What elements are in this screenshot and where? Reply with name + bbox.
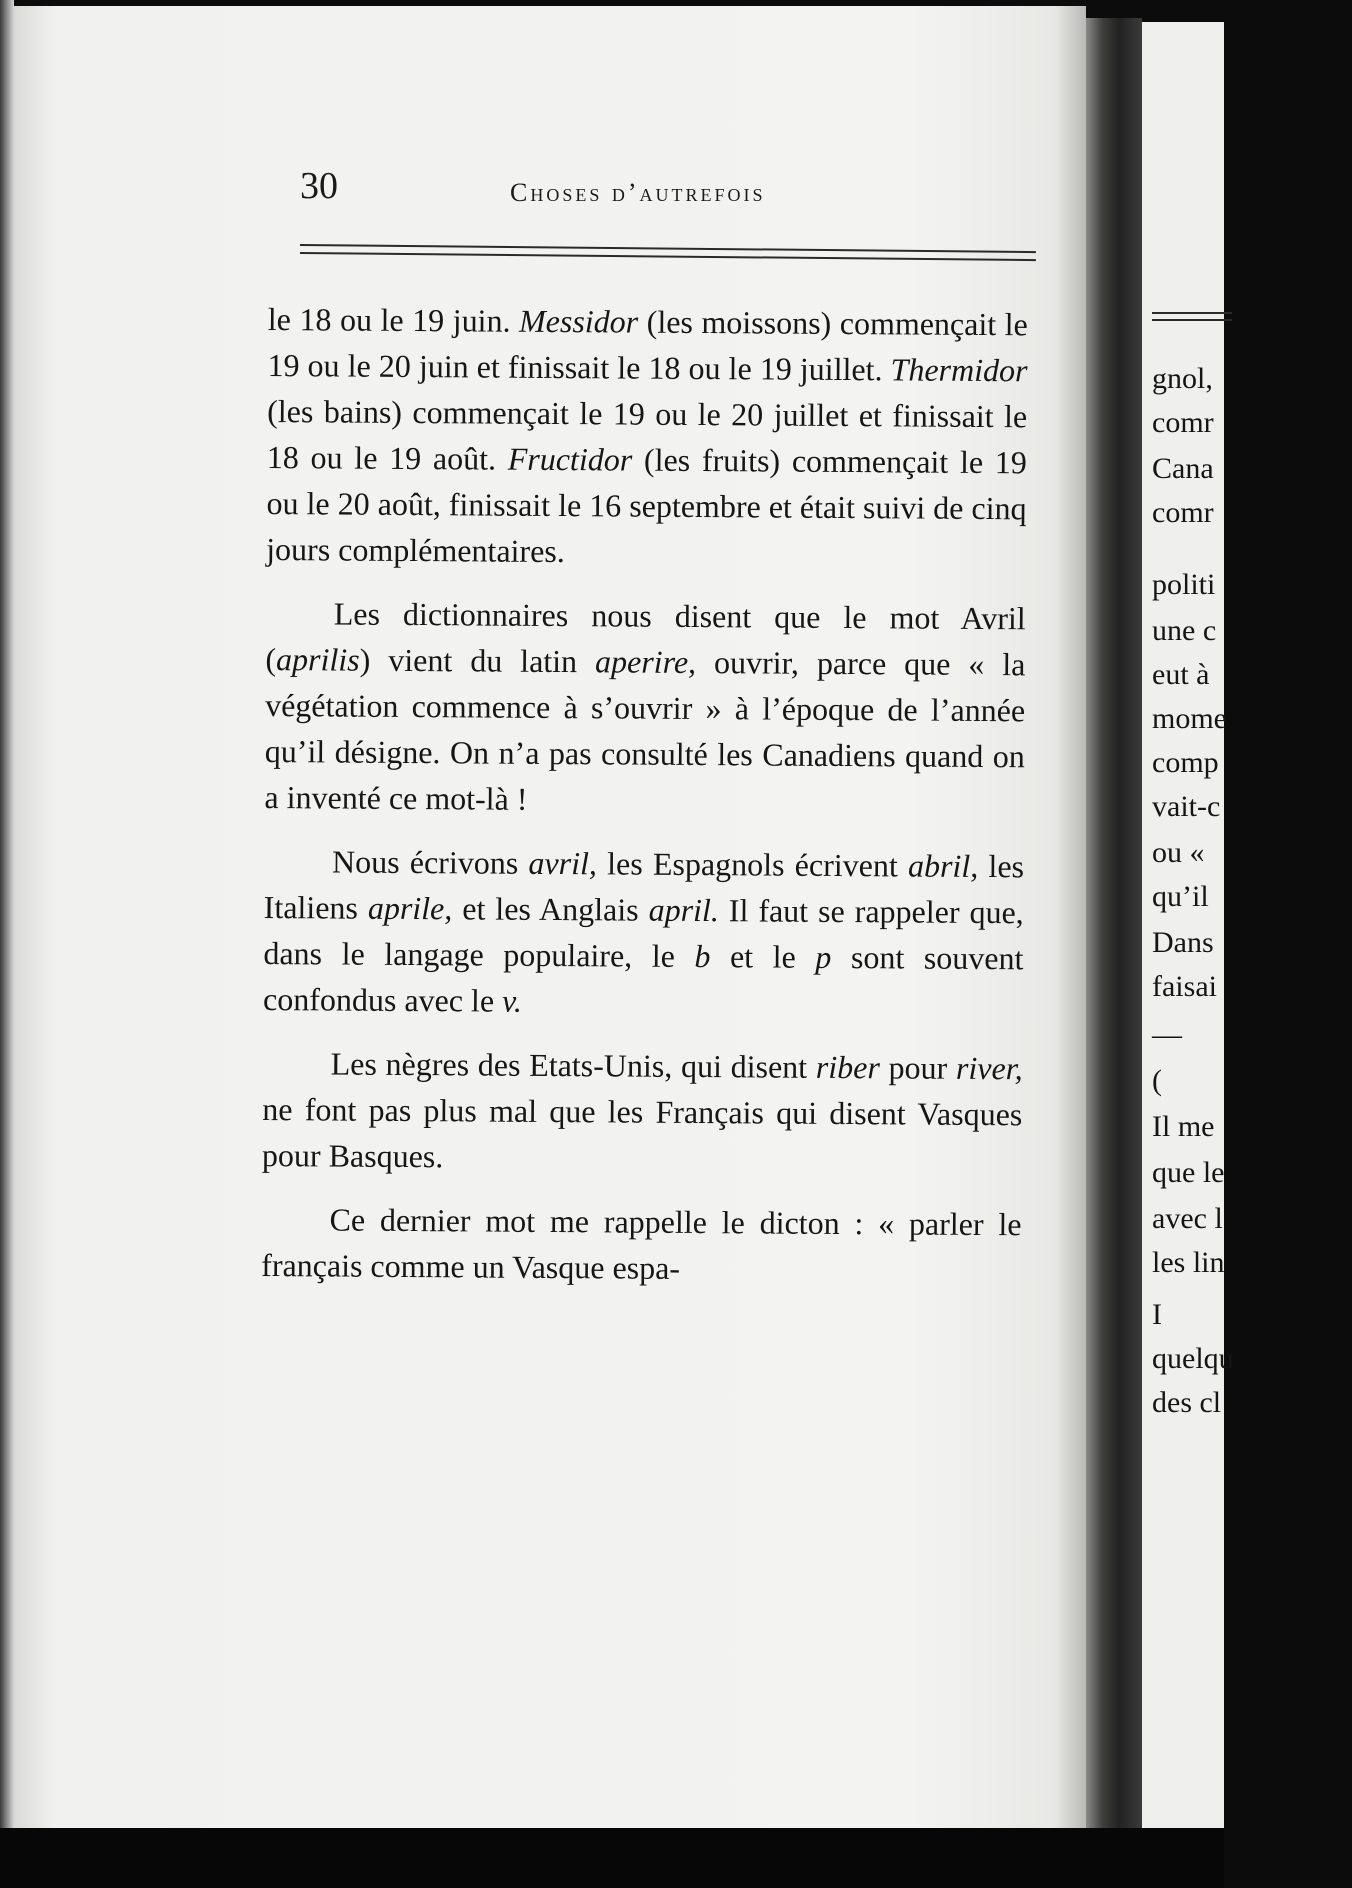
- right-line-fragment: politi: [1152, 568, 1216, 601]
- text-run: Les nègres des Etats-Unis, qui disent: [330, 1045, 816, 1085]
- text-run: Il faut se rappeler que, dans le langage populaire, le: [263, 892, 1024, 974]
- text-run: (les moissons) commençait le 19 ou le 20 juin et finissait le 18 ou le 19 juillet.: [267, 303, 1028, 388]
- right-line-fragment: (: [1152, 1064, 1162, 1097]
- right-line-fragment: comr: [1152, 406, 1214, 439]
- italic-term: april.: [648, 891, 720, 929]
- italic-term: riber: [815, 1048, 880, 1086]
- running-head: [300, 164, 1100, 224]
- italic-term: Fructidor: [507, 440, 633, 478]
- paragraph: [266, 296, 1028, 577]
- italic-term: aperire,: [594, 643, 697, 680]
- italic-term: v.: [501, 982, 523, 1019]
- right-line-fragment: comp: [1152, 746, 1219, 779]
- italic-term: Thermidor: [890, 351, 1028, 389]
- right-line-fragment: des cl: [1152, 1386, 1222, 1419]
- text-run: Nous écrivons: [331, 843, 529, 881]
- text-run: pour: [879, 1049, 957, 1086]
- right-line-fragment: quelqu: [1152, 1342, 1234, 1375]
- italic-term: abril,: [907, 847, 979, 884]
- text-run: Ce dernier mot me rappelle le dicton : « parler le français comme un Vasque espa-: [261, 1201, 1022, 1286]
- right-line-fragment: gnol,: [1152, 362, 1213, 395]
- running-title: Choses d’autrefois: [510, 178, 766, 207]
- paragraph: [261, 1196, 1022, 1293]
- book-gutter: [1086, 18, 1142, 1830]
- right-header-rule-bottom: [1152, 319, 1232, 321]
- italic-term: p: [815, 938, 832, 975]
- right-line-fragment: les lin: [1152, 1246, 1225, 1279]
- right-line-fragment: I: [1152, 1298, 1162, 1331]
- paragraph: [262, 1040, 1023, 1183]
- text-run: et le: [710, 938, 816, 975]
- text-run: les Espagnols écrivent: [596, 845, 909, 884]
- text-run: (les fruits) commençait le 19 ou le 20 août, finissait le 16 septembre et était suivi de cinq jours complémentaires.: [266, 441, 1027, 570]
- text-run: ne font pas plus mal que les Français qui disent Vasques pour Basques.: [261, 1090, 1023, 1175]
- right-line-fragment: eut à: [1152, 658, 1210, 691]
- paragraph: [263, 838, 1024, 1027]
- text-run: ouvrir, parce que « la végétation commence à s’ouvrir » à l’époque de l’année qu’il désigne. On n’a pas consulté les Canadiens quand on a inventé ce mot-là !: [264, 643, 1026, 817]
- page-number: 30: [300, 165, 338, 207]
- text-run: et les Anglais: [452, 890, 649, 928]
- body-text: [261, 296, 1028, 1293]
- right-header-rule-top: [1152, 312, 1232, 314]
- scan-edge: [0, 0, 14, 1888]
- right-line-fragment: —: [1152, 1018, 1182, 1051]
- italic-term: river,: [955, 1049, 1023, 1087]
- right-line-fragment: Il me: [1152, 1110, 1215, 1143]
- right-line-fragment: comr: [1152, 496, 1214, 529]
- right-line-fragment: mome: [1152, 702, 1227, 735]
- right-line-fragment: Dans: [1152, 926, 1214, 959]
- text-run: (les bains) commençait le 19 ou le 20 juillet et finissait le 18 ou le 19 août.: [266, 392, 1028, 477]
- right-line-fragment: que le: [1152, 1156, 1225, 1189]
- text-run: Les dictionnaires nous disent que le mot Avril (: [265, 595, 1026, 678]
- paragraph: [264, 590, 1026, 825]
- right-line-fragment: qu’il: [1152, 880, 1209, 913]
- right-line-fragment: une c: [1152, 614, 1217, 647]
- right-line-fragment: avec l: [1152, 1202, 1223, 1235]
- italic-term: aprilis: [275, 641, 360, 678]
- text-run: ) vient du latin: [359, 641, 596, 680]
- italic-term: aprile,: [367, 889, 453, 927]
- right-line-fragment: ou «: [1152, 836, 1205, 869]
- right-line-fragment: vait-c: [1152, 790, 1221, 823]
- text-run: le 18 ou le 19 juin.: [267, 300, 520, 339]
- text-run: les Italiens: [263, 847, 1025, 926]
- right-line-fragment: Cana: [1152, 452, 1214, 485]
- right-page: [1142, 22, 1234, 1828]
- text-run: sont souvent confondus avec le: [262, 938, 1024, 1019]
- right-line-fragment: faisai: [1152, 970, 1217, 1003]
- italic-term: avril,: [528, 844, 598, 882]
- italic-term: b: [694, 937, 711, 975]
- italic-term: Messidor: [518, 302, 639, 340]
- scan-bottom-border: [0, 1828, 1224, 1888]
